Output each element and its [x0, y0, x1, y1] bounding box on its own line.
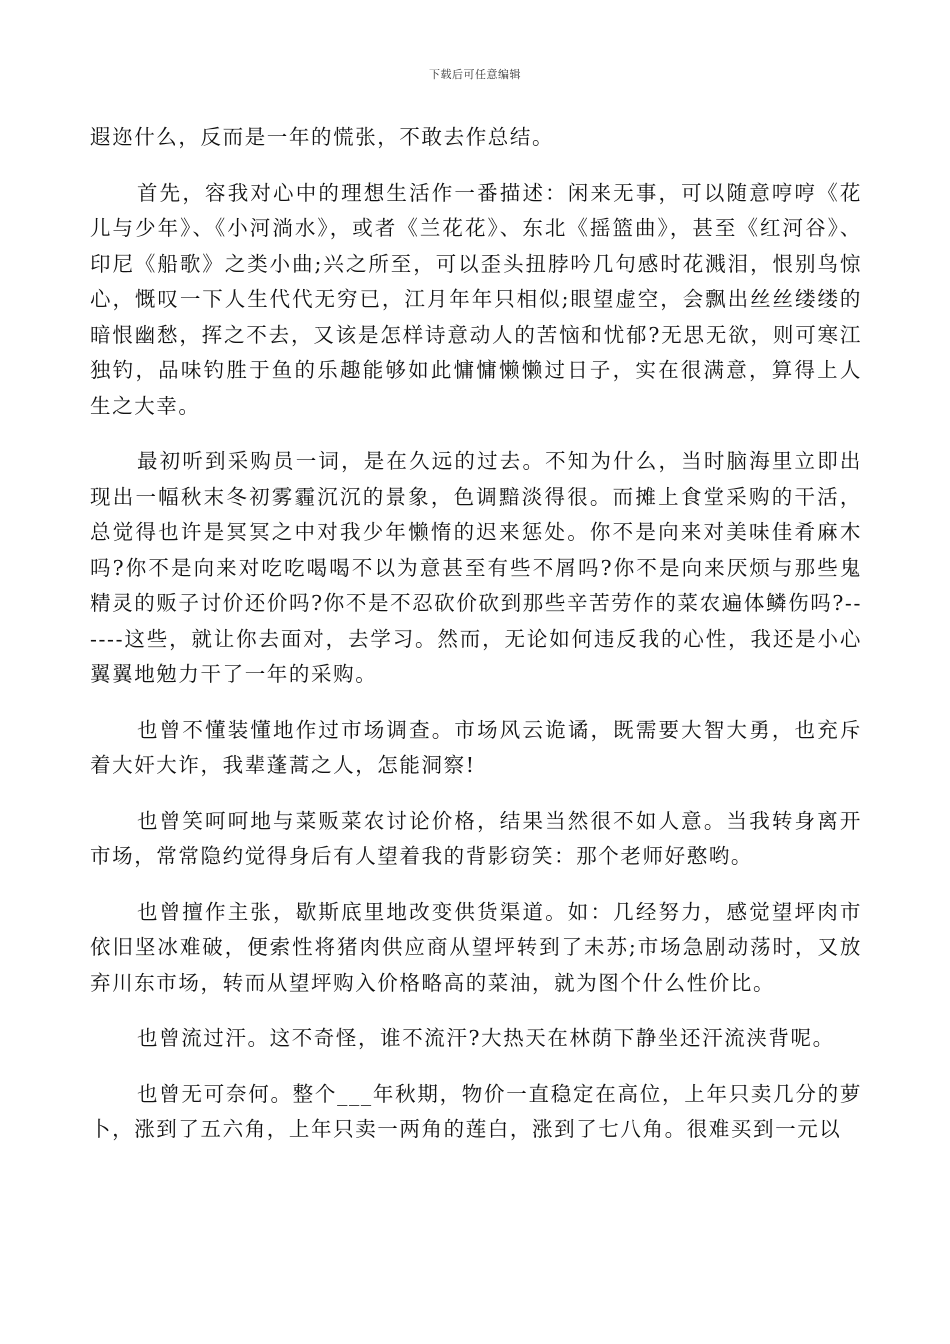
page-header-note: 下载后可任意编辑 [429, 68, 521, 81]
paragraph-ideal-life: 首先，容我对心中的理想生活作一番描述：闲来无事，可以随意哼哼《花儿与少年》、《小河淌水》，或者《兰花花》、东北《摇篮曲》，甚至《红河谷》、印尼《船歌》之类小曲;兴之所至，可以歪头扭脖吟几句感时花溅泪，恨别鸟惊心，慨叹一下人生代代无穷已，江月年年只相似;眼望虚空，会飘出丝丝缕缕的暗恨幽愁，挥之不去，又该是怎样诗意动人的苦恼和忧郁?无思无欲，则可寒江独钓，品味钓胜于鱼的乐趣能够如此慵慵懒懒过日子，实在很满意，算得上人生之大幸。 [90, 180, 862, 418]
paragraph-sweat: 也曾流过汗。这不奇怪，谁不流汗?大热天在林荫下静坐还汗流浃背呢。 [137, 1026, 835, 1050]
paragraph-helpless: 也曾无可奈何。整个___年秋期，物价一直稳定在高位，上年只卖几分的萝卜，涨到了五六角，上年只卖一两角的莲白，涨到了七八角。很难买到一元以 [90, 1081, 862, 1141]
paragraph-price-talk: 也曾笑呵呵地与菜贩菜农讨论价格，结果当然很不如人意。当我转身离开市场，常常隐约觉得身后有人望着我的背影窃笑：那个老师好憨哟。 [90, 808, 862, 868]
paragraph-supply-channel: 也曾擅作主张，歇斯底里地改变供货渠道。如：几经努力，感觉望坪肉市依旧坚冰难破，便索性将猪肉供应商从望坪转到了未苏;市场急剧动荡时，又放弃川东市场，转而从望坪购入价格略高的菜油，就为图个什么性价比。 [90, 899, 862, 995]
paragraph-purchaser: 最初听到采购员一词，是在久远的过去。不知为什么，当时脑海里立即出现出一幅秋末冬初雾霾沉沉的景象，色调黯淡得很。而摊上食堂采购的干活，总觉得也许是冥冥之中对我少年懒惰的迟来惩处。你不是向来对美味佳肴麻木吗?你不是向来对吃吃喝喝不以为意甚至有些不屑吗?你不是向来厌烦与那些鬼精灵的贩子讨价还价吗?你不是不忍砍价砍到那些辛苦劳作的菜农遍体鳞伤吗?------这些，就让你去面对，去学习。然而，无论如何违反我的心性，我还是小心翼翼地勉力干了一年的采购。 [90, 449, 862, 686]
document-body [90, 120, 862, 1168]
paragraph-continuation: 遐迩什么，反而是一年的慌张，不敢去作总结。 [90, 125, 555, 149]
paragraph-market-survey: 也曾不懂装懂地作过市场调查。市场风云诡谲，既需要大智大勇，也充斥着大奸大诈，我辈蓬蒿之人，怎能洞察! [90, 717, 862, 777]
